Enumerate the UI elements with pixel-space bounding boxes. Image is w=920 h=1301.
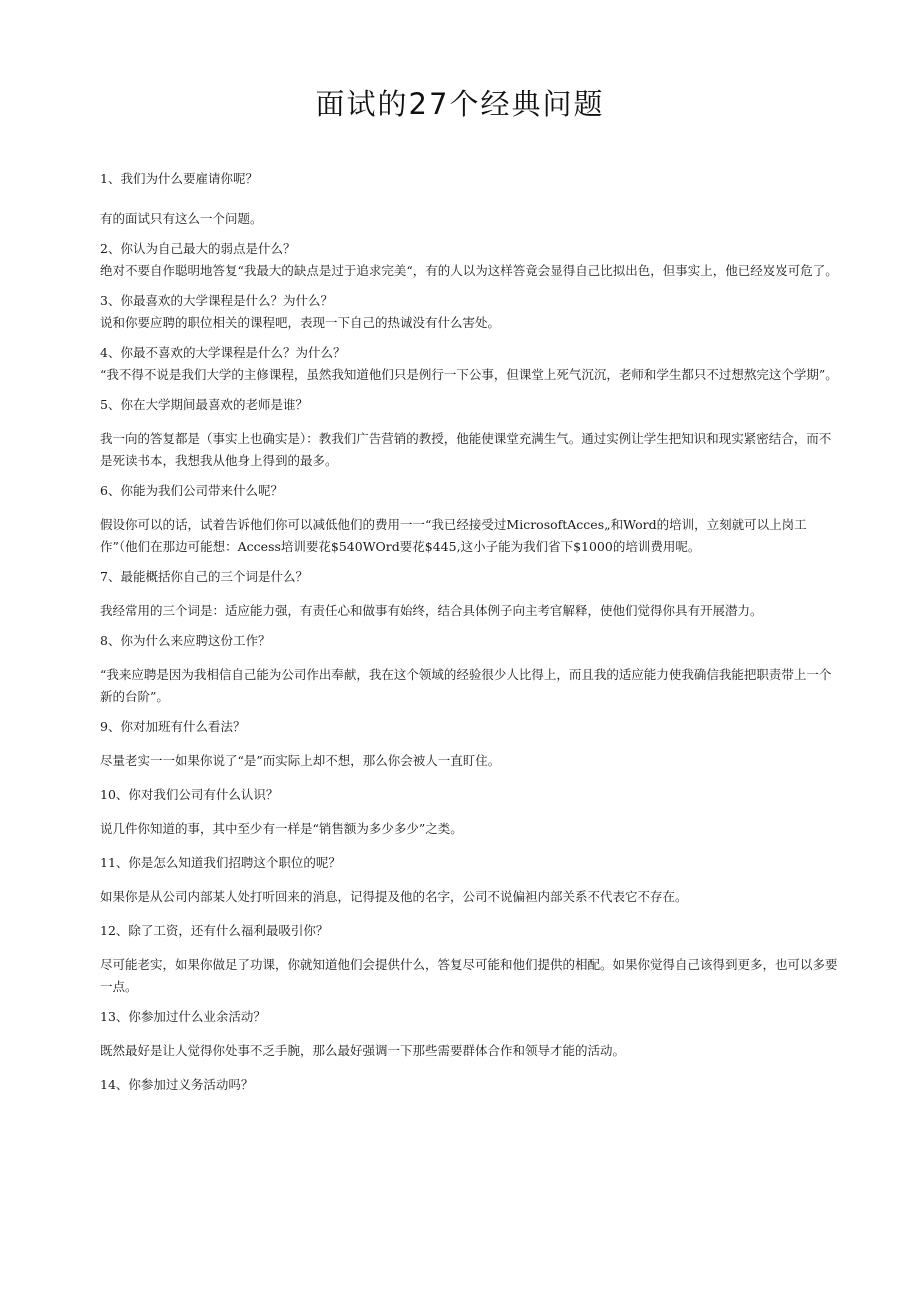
- question-9: 9、你对加班有什么看法？: [100, 719, 246, 734]
- question-2: 2、你认为自己最大的弱点是什么？: [100, 241, 296, 256]
- answer-10: 说几件你知道的事，其中至少有一样是“销售额为多少多少”之类。: [100, 821, 463, 836]
- question-3: 3、你最喜欢的大学课程是什么？为什么？: [100, 293, 333, 308]
- answer-8: “我来应聘是因为我相信自己能为公司作出奉献，我在这个领域的经验很少人比得上，而且我的适应能力使我确信我能把职责带上一个新的台阶”。: [100, 667, 832, 704]
- question-12: 12、除了工资，还有什么福利最吸引你？: [100, 923, 329, 938]
- question-4: 4、你最不喜欢的大学课程是什么？为什么？: [100, 345, 346, 360]
- question-14: 14、你参加过义务活动吗？: [100, 1077, 254, 1092]
- document-title: 面试的27个经典问题: [315, 87, 605, 121]
- question-1: 1、我们为什么要雇请你呢？: [100, 171, 258, 186]
- answer-13: 既然最好是让人觉得你处事不乏手腕，那么最好强调一下那些需要群体合作和领导才能的活动。: [100, 1043, 626, 1058]
- answer-1: 有的面试只有这么一个问题。: [100, 211, 263, 226]
- answer-6: 假设你可以的话，试着告诉他们你可以减低他们的费用一一“我已经接受过MicrosoftAcces„和Word的培训，立刻就可以上岗工作”（他们在那边可能想：Access培训要花$540WOrd要花$445,这小子能为我们省下$1000的培训费用呢。: [100, 517, 807, 554]
- answer-9: 尽量老实一一如果你说了“是”而实际上却不想，那么你会被人一直盯住。: [100, 753, 501, 768]
- answer-11: 如果你是从公司内部某人处打听回来的消息，记得提及他的名字，公司不说偏袒内部关系不代表它不存在。: [100, 889, 688, 904]
- answer-5: 我一向的答复都是（事实上也确实是）：教我们广告营销的教授，他能使课堂充满生气。通过实例让学生把知识和现实紧密结合，而不是死读书本，我想我从他身上得到的最多。: [100, 431, 832, 468]
- answer-7: 我经常用的三个词是：适应能力强，有责任心和做事有始终，结合具体例子向主考官解释，使他们觉得你具有开展潜力。: [100, 603, 763, 618]
- question-7: 7、最能概括你自己的三个词是什么？: [100, 569, 308, 584]
- answer-3: 说和你要应聘的职位相关的课程吧，表现一下自己的热诚没有什么害处。: [100, 315, 501, 330]
- question-6: 6、你能为我们公司带来什么呢？: [100, 483, 283, 498]
- question-11: 11、你是怎么知道我们招聘这个职位的呢？: [100, 855, 341, 870]
- question-10: 10、你对我们公司有什么认识？: [100, 787, 279, 802]
- qa-list: [100, 168, 842, 1096]
- answer-4: “我不得不说是我们大学的主修课程，虽然我知道他们只是例行一下公事，但课堂上死气沉沉，老师和学生都只不过想熬完这个学期”。: [100, 367, 838, 382]
- answer-2: 绝对不要自作聪明地答复“我最大的缺点是过于追求完美“，有的人以为这样答竟会显得自己比拟出色，但事实上，他已经岌岌可危了。: [100, 263, 838, 278]
- question-5: 5、你在大学期间最喜欢的老师是谁？: [100, 397, 308, 412]
- question-8: 8、你为什么来应聘这份工作？: [100, 633, 271, 648]
- answer-12: 尽可能老实，如果你做足了功课，你就知道他们会提供什么，答复尽可能和他们提供的相配。如果你觉得自己该得到更多，也可以多要一点。: [100, 957, 838, 994]
- question-13: 13、你参加过什么业余活动？: [100, 1009, 266, 1024]
